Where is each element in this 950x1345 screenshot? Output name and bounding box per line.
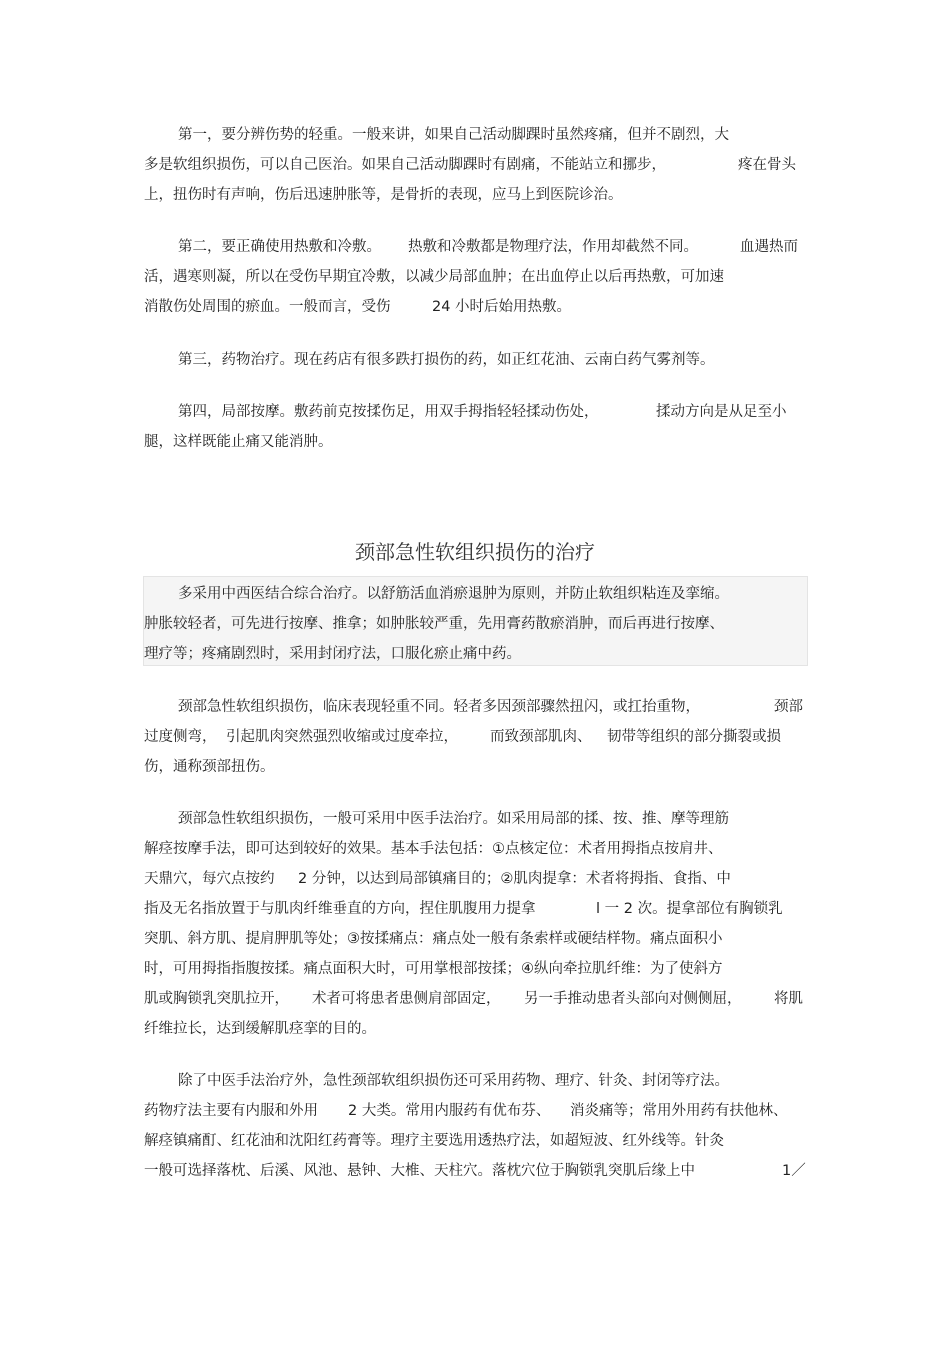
text-line: 将肌	[774, 991, 803, 1007]
text-line: 热敷和冷敷都是物理疗法，作用却截然不同。	[408, 239, 698, 255]
text-line: 一般可选择落枕、后溪、风池、悬钟、大椎、天柱穴。落枕穴位于胸锁乳突肌后缘上中	[144, 1163, 695, 1179]
text-line: 第三，药物治疗。现在药店有很多跌打损伤的药，如正红花油、云南白药气雾剂等。	[178, 352, 715, 368]
text-line: 上，扭伤时有声响，伤后迅速肿胀等，是骨折的表现，应马上到医院诊治。	[144, 187, 623, 203]
text-line: 突肌、斜方肌、提肩胛肌等处；③按揉痛点：痛点处一般有条索样或硬结样物。痛点面积小	[144, 931, 723, 947]
text-line: 肌或胸锁乳突肌拉开，	[144, 991, 289, 1007]
text-line: 消炎痛等；常用外用药有扶他林、	[570, 1103, 788, 1119]
text-line: 疼在骨头	[738, 157, 796, 173]
text-line: 术者可将患者患侧肩部固定，	[312, 991, 501, 1007]
text-line: 消散伤处周围的瘀血。一般而言，受伤	[144, 299, 391, 315]
text-line: 另一手推动患者头部向对侧侧屈，	[524, 991, 742, 1007]
text-line: 揉动方向是从足至小	[656, 404, 787, 420]
text-line: 2 大类。常用内服药有优布芬、	[348, 1103, 551, 1119]
text-line: 多是软组织损伤，可以自己医治。如果自己活动脚踝时有剧痛，不能站立和挪步，	[144, 157, 666, 173]
text-line: 韧带等组织的部分撕裂或损	[607, 729, 781, 745]
text-line: 2 分钟，以达到局部镇痛目的；②肌肉提拿：术者将拇指、食指、中	[298, 871, 731, 887]
text-line: 血遇热而	[740, 239, 798, 255]
text-line: 第二，要正确使用热敷和冷敷。	[178, 239, 381, 255]
text-line: 解痉镇痛酊、红花油和沈阳红药膏等。理疗主要选用透热疗法，如超短波、红外线等。针灸	[144, 1133, 724, 1149]
text-line: 伤，通称颈部扭伤。	[144, 759, 275, 775]
text-line: 时，可用拇指指腹按揉。痛点面积大时，可用掌根部按揉；④纵向牵拉肌纤维：为了使斜方	[144, 961, 723, 977]
text-line: 活，遇寒则凝，所以在受伤早期宜冷敷，以减少局部血肿；在出血停止以后再热敷，可加速	[144, 269, 724, 285]
text-line: 纤维拉长，达到缓解肌痉挛的目的。	[144, 1021, 376, 1037]
text-line: 1／	[782, 1163, 806, 1179]
text-line: 肿胀较轻者，可先进行按摩、推拿；如肿胀较严重，先用膏药散瘀消肿，而后再进行按摩、	[144, 616, 724, 632]
text-line: l 一 2 次。提拿部位有胸锁乳	[596, 901, 783, 917]
text-line: 而致颈部肌肉、	[490, 729, 592, 745]
text-line: 颈部急性软组织损伤，临床表现轻重不同。轻者多因颈部骤然扭闪，或扛抬重物，	[178, 699, 700, 715]
text-line: 指及无名指放置于与肌肉纤维垂直的方向，捏住肌腹用力提拿	[144, 901, 536, 917]
text-line: 颈部急性软组织损伤，一般可采用中医手法治疗。如采用局部的揉、按、推、摩等理筋	[178, 811, 729, 827]
text-line: 药物疗法主要有内服和外用	[144, 1103, 318, 1119]
text-line: 理疗等；疼痛剧烈时，采用封闭疗法，口服化瘀止痛中药。	[144, 646, 521, 662]
text-line: 解痉按摩手法，即可达到较好的效果。基本手法包括：①点核定位：术者用拇指点按肩井、	[144, 841, 723, 857]
text-line: 天鼎穴，每穴点按约	[144, 871, 275, 887]
text-line: 颈部	[774, 699, 803, 715]
text-line: 第一，要分辨伤势的轻重。一般来讲，如果自己活动脚踝时虽然疼痛，但并不剧烈，大	[178, 127, 729, 143]
text-line: 引起肌肉突然强烈收缩或过度牵拉，	[226, 729, 458, 745]
section-title: 颈部急性软组织损伤的治疗	[355, 540, 595, 564]
text-line: 除了中医手法治疗外，急性颈部软组织损伤还可采用药物、理疗、针灸、封闭等疗法。	[178, 1073, 729, 1089]
text-line: 腿，这样既能止痛又能消肿。	[144, 434, 333, 450]
text-line: 24 小时后始用热敷。	[432, 299, 572, 315]
text-line: 第四，局部按摩。敷药前克按揉伤足，用双手拇指轻轻揉动伤处，	[178, 404, 599, 420]
text-line: 过度侧弯，	[144, 729, 217, 745]
text-line: 多采用中西医结合综合治疗。以舒筋活血消瘀退肿为原则，并防止软组织粘连及挛缩。	[178, 586, 729, 602]
